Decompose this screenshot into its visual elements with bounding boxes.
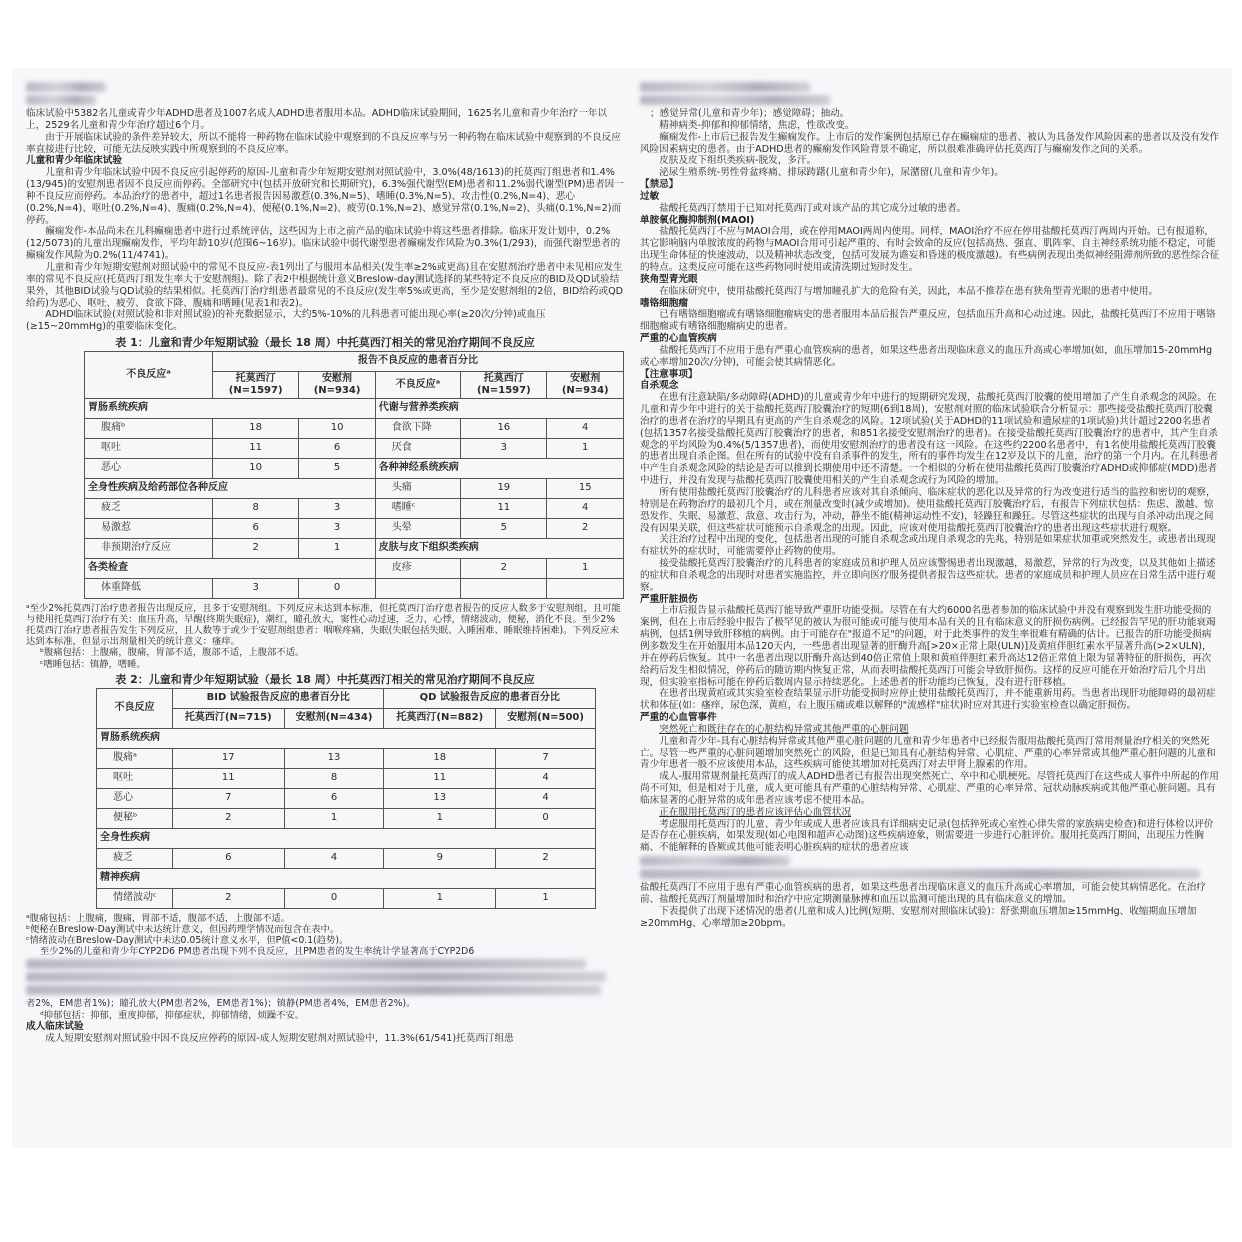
- table-cell-label: 腹痛ᵃ: [97, 748, 173, 768]
- table-cell-value: 2: [496, 848, 596, 868]
- intro-paragraph: 临床试验中5382名儿童或青少年ADHD患者及1007名成人ADHD患者服用本品。ADHD临床试验期间，1625名儿童和青少年治疗一年以上，2529名儿童和青少年治疗超过6个月。: [26, 108, 608, 131]
- table-cell-label: 呕吐: [97, 768, 173, 788]
- adverse-reactions-table-2: [96, 688, 596, 909]
- table-category: 全身性疾病: [97, 828, 596, 848]
- body-paragraph: ADHD临床试验(对照试验和非对照试验)的补充数据显示，大约5%-10%的儿科患者可能出现心率(≥20次/分钟)或血压(≥15~20mmHg)的重要临床变化。: [26, 309, 546, 333]
- body-paragraph: 在临床研究中，使用盐酸托莫西汀与增加瞳孔扩大的危险有关，因此，本品不推荐在患有狭角型青光眼的患者中使用。: [659, 285, 1159, 297]
- table-footnote: ᶜ情绪波动在Breslow-Day测试中未达0.05统计意义水平，但P值<0.1(趋势)。: [26, 935, 349, 947]
- table-cell-value: 1: [496, 888, 596, 908]
- section-heading: 狭角型青光眼: [640, 273, 698, 285]
- body-paragraph: 盐酸托莫西汀不应用于患有严重心血管疾病的患者，如果这些患者出现临床意义的血压升高或心率增加，可能会使其病情恶化。在治疗前、盐酸托莫西汀剂量增加时和治疗中应定期测量脉搏和血压以监测可能出现的具有临床意义的增加。: [640, 882, 1207, 905]
- table-cell-label: 腹痛ᵇ: [85, 418, 213, 438]
- table-category: 胃肠系统疾病: [85, 398, 376, 418]
- table-header: 托莫西汀 (N=1597): [212, 371, 298, 398]
- table-header: 报告不良反应的患者百分比: [212, 351, 623, 371]
- table-cell-value: 1: [384, 808, 496, 828]
- table-cell-value: 2: [172, 808, 284, 828]
- table-cell-value: 17: [172, 748, 284, 768]
- table-cell-value: 1: [299, 538, 375, 558]
- table-header: 不良反应ᵃ: [85, 351, 213, 398]
- table-cell-label: [375, 578, 460, 598]
- table-cell-value: 6: [284, 788, 384, 808]
- table-cell-value: 2: [172, 888, 284, 908]
- left-column: [26, 80, 624, 1045]
- table-row: [97, 868, 596, 888]
- section-heading: 儿童和青少年临床试验: [26, 155, 122, 167]
- section-heading: 严重肝脏损伤: [640, 593, 698, 605]
- table-cell-value: 16: [461, 418, 547, 438]
- table-cell-value: 3: [299, 498, 375, 518]
- table-row: [85, 578, 624, 598]
- body-line: 皮肤及皮下组织类疾病-脱发，多汗。: [659, 155, 817, 167]
- table-cell-value: 1: [547, 438, 624, 458]
- table-cell-value: 3: [299, 518, 375, 538]
- table-cell-value: 8: [284, 768, 384, 788]
- table-cell-value: 11: [212, 438, 298, 458]
- table-row: [85, 558, 624, 578]
- table-cell-value: 6: [299, 438, 375, 458]
- table-cell-value: 4: [496, 768, 596, 788]
- blurred-text: [26, 959, 586, 969]
- table-cell-value: 11: [172, 768, 284, 788]
- body-paragraph: 关注治疗过程中出现的变化，包括患者出现的可能自杀观念或出现自杀观念的先兆，特别是如果症状加重或突然发生，或患者出现现有症状外的症状时，可能需要停止药物的使用。: [640, 534, 1216, 558]
- table-row: [97, 728, 596, 748]
- table-cell-value: 9: [384, 848, 496, 868]
- leaflet-page: [12, 68, 1232, 1148]
- table-cell-label: 易激惹: [85, 518, 213, 538]
- table-category: 全身性疾病及给药部位各种反应: [85, 478, 376, 498]
- table-cell-value: 6: [172, 848, 284, 868]
- table-row: [85, 398, 624, 418]
- section-heading: 单胺氧化酶抑制剂(MAOI): [640, 214, 755, 226]
- table-cell-value: 3: [212, 578, 298, 598]
- table-category: 各类检查: [85, 558, 376, 578]
- table-cell-label: 恶心: [85, 458, 213, 478]
- table-cell-value: 0: [496, 808, 596, 828]
- body-paragraph: 考虑服用托莫西汀的儿童、青少年或成人患者应该具有详细病史记录(包括猝死或心室性心律失常的家族病史检查)和进行体检以评价是否存在心脏疾病，如果发现(如心电图和超声心动图)这些疾病迹象，则需要进一步进行心脏评价。服用托莫西汀期间，出现压力性胸痛、不能解释的昏厥或其他可能表明心脏疾病的症状的患者应该: [640, 818, 1214, 854]
- table-row: [97, 788, 596, 808]
- table-category: 精神疾病: [97, 868, 596, 888]
- table-cell-value: 11: [461, 498, 547, 518]
- table-row: [97, 768, 596, 788]
- table-cell-value: 10: [299, 418, 375, 438]
- table-cell-value: 1: [284, 808, 384, 828]
- table-cell-value: 19: [461, 478, 547, 498]
- body-paragraph: 在患有注意缺陷/多动障碍(ADHD)的儿童或青少年中进行的短期研究发现，盐酸托莫西汀胶囊的使用增加了产生自杀观念的风险。在儿童和青少年中进行的关于盐酸托莫西汀胶囊治疗的短期(6到18周)，安慰剂对照的临床试验联合分析显示：那些接受盐酸托莫西汀胶囊治疗的患者在治疗的早期具有更高的产生自杀观念的风险。12项试验(关于ADHD的11项试验和遗尿症的1项试验)共计超过2200名患者(包括1357名接受盐酸托莫西汀胶囊治疗的患者，和851名接受安慰剂治疗的患者)。在接受盐酸托莫西汀胶囊治疗的患者中，其产生自杀观念的平均风险为0.4%(5/1357患者)，而使用安慰剂治疗的患者没有这一风险。在这些约2200名患者中，有1名使用盐酸托莫西汀胶囊的患者出现自杀企图。但在所有的试验中没有自杀事件的发生，所有的事件均发生在12岁及以下的儿童，治疗的第一个月内。在儿科患者中产生自杀观念风险的结论是否可以推到长期使用中还不清楚。一个相似的分析在使用盐酸托莫西汀胶囊治疗ADHD或抑郁症(MDD)患者中进行，并没有发现与盐酸托莫西汀胶囊使用相关的产生自杀观念或行为风险的增加。: [640, 392, 1219, 487]
- table-cell-label: 皮疹: [375, 558, 460, 578]
- body-paragraph: 盐酸托莫西汀禁用于已知对托莫西汀或对该产品的其它成分过敏的患者。: [659, 202, 967, 214]
- body-paragraph: 儿童和青少年临床试验中因不良反应引起停药的原因-儿童和青少年短期安慰剂对照试验中，3.0%(48/1613)的托莫西汀组患者和1.4%(13/945)的安慰剂患者因不良反应而停药。全部研究中(包括开放研究和长期研究)，6.3%强代谢型(EM)患者和11.2%弱代谢型(PM)患者因一种不良反应而停药。本品治疗的患者中，超过1名患者报告因易激惹(0.3%,N=5)、嗜睡(0.3%,N=5)、攻击性(0.2%,N=4)、恶心(0.2%,N=4)、呕吐(0.2%,N=4)、腹痛(0.2%,N=4)、便秘(0.1%,N=2)、疲劳(0.1%,N=2)、感觉异常(0.1%,N=2)、头痛(0.1%,N=2)而停药。: [26, 167, 624, 226]
- table-footnote: ᶜ嗜睡包括：镇静，嗜睡。: [40, 658, 146, 670]
- table-cell-value: 11: [384, 768, 496, 788]
- table-header: 安慰剂(N=500): [496, 708, 596, 728]
- table-header: 托莫西汀(N=882): [384, 708, 496, 728]
- subsection-heading: 正在服用托莫西汀的患者应该评估心血管状况: [659, 806, 852, 818]
- table-body: [85, 398, 624, 598]
- table-cell-label: 疲乏: [97, 848, 173, 868]
- table-row: [97, 828, 596, 848]
- table-category: 胃肠系统疾病: [97, 728, 596, 748]
- table-cell-value: 8: [212, 498, 298, 518]
- table-row: [97, 888, 596, 908]
- table-footnote: ᵃ腹痛包括：上腹痛，腹痛，胃部不适，腹部不适，上腹部不适。: [26, 912, 290, 924]
- table-footnote: 者2%，EM患者1%)；瞳孔放大(PM患者2%，EM患者1%)；镇静(PM患者4%，EM患者2%)。: [26, 998, 416, 1010]
- table-header: 安慰剂(N=434): [284, 708, 384, 728]
- table-cell-label: 厌食: [375, 438, 460, 458]
- table-row: [97, 748, 596, 768]
- table-row: [85, 538, 624, 558]
- table-footnote: 至少2%的儿童和青少年CYP2D6 PM患者出现下列不良反应，且PM患者的发生率统计学显著高于CYP2D6: [40, 946, 475, 958]
- table-cell-label: 非预期治疗反应: [85, 538, 213, 558]
- body-line: 泌尿生殖系统-男性骨盆疼痛、排尿踌躇(儿童和青少年)，尿潴留(儿童和青少年)。: [659, 167, 1004, 179]
- body-paragraph: 下表提供了出现下述情况的患者(儿童和成人)比例(短期、安慰剂对照临床试验)：舒张期血压增加≥15mmHg、收缩期血压增加≥20mmHg、心率增加≥20bpm。: [640, 905, 1197, 929]
- adverse-reactions-table-1: [84, 351, 624, 599]
- blurred-text: [26, 82, 106, 92]
- table-header: 安慰剂 (N=934): [547, 371, 624, 398]
- body-paragraph: 在患者出现黄疸或其实验室检查结果显示肝功能受损时应停止使用盐酸托莫西汀，并不能重新用药。当患者出现肝功能障碍的最初症状和体征(如：瘙痒，尿色深，黄疸，右上腹压痛或难以解释的"流感样"症状)时应对其进行实验室检查以确定肝损伤。: [640, 688, 1216, 712]
- table-cell-value: [547, 578, 624, 598]
- body-paragraph: 已有嗜铬细胞瘤或有嗜铬细胞瘤病史的患者服用本品后报告严重反应，包括血压升高和心动过速。因此，盐酸托莫西汀不应用于嗜铬细胞瘤或有嗜铬细胞瘤病史的患者。: [640, 309, 1216, 333]
- table-cell-value: 13: [284, 748, 384, 768]
- table-header: 托莫西汀 (N=1597): [461, 371, 547, 398]
- table-cell-value: 4: [496, 788, 596, 808]
- table-body: [97, 728, 596, 908]
- table-category: 皮肤与皮下组织类疾病: [375, 538, 623, 558]
- table-cell-value: 18: [212, 418, 298, 438]
- table-cell-label: 嗜睡ᶜ: [375, 498, 460, 518]
- table-cell-label: 头痛: [375, 478, 460, 498]
- blurred-text: [26, 972, 606, 982]
- table-row: [85, 418, 624, 438]
- table-cell-value: 18: [384, 748, 496, 768]
- table-row: [85, 438, 624, 458]
- table-cell-label: 恶心: [97, 788, 173, 808]
- blurred-text: [26, 985, 601, 995]
- table-cell-label: 便秘ᵇ: [97, 808, 173, 828]
- right-column: [640, 80, 1220, 930]
- table-row: [97, 808, 596, 828]
- table-cell-value: 1: [384, 888, 496, 908]
- table-cell-value: 4: [284, 848, 384, 868]
- table-title: 表 2：儿童和青少年短期试验（最长 18 周）中托莫西汀相关的常见治疗期间不良反应: [115, 672, 535, 686]
- table-cell-label: 疲乏: [85, 498, 213, 518]
- table-row: [85, 518, 624, 538]
- table-header: 不良反应ᵃ: [375, 371, 460, 398]
- table-cell-value: 1: [547, 558, 624, 578]
- table-footnote: ᵈ抑郁包括：抑郁，重度抑郁，抑郁症状，抑郁情绪，烦躁不安。: [40, 1009, 305, 1021]
- body-paragraph: 儿童和青少年短期安慰剂对照试验中的常见不良反应-表1列出了与服用本品相关(发生率≥2%或更高)且在安慰剂治疗患者中未见相应发生率的常见不良反应(托莫西汀组发生率大于安慰剂组)。除了表2中根据统计意义Breslow-day测试选择的某些特定不良反应的BID及QD试验结果外，其他BID试验与QD试验的结果相似。托莫西汀治疗组患者最常见的不良反应(发生率5%或更高，至少是安慰剂组的2倍，BID给药或QD给药)为恶心、呕吐、疲劳、食欲下降、腹痛和嗜睡(见表1和表2)。: [26, 261, 624, 309]
- table-row: [85, 478, 624, 498]
- section-bracket-heading: 【注意事项】: [640, 368, 698, 380]
- table-cell-label: 情绪波动ᶜ: [97, 888, 173, 908]
- table-cell-label: 体重降低: [85, 578, 213, 598]
- table-row: [85, 498, 624, 518]
- table-cell-value: 0: [284, 888, 384, 908]
- blurred-text: [640, 856, 790, 866]
- table-footnote: ᵃ至少2%托莫西汀治疗患者报告出现反应，且多于安慰剂组。下列反应未达到本标准，但托莫西汀治疗患者报告的反应人数多于安慰剂组，且可能与使用托莫西汀治疗有关：血压升高，早醒(终期失眠症)，潮红，瞳孔放大，窦性心动过速，乏力，心悸，情绪波动，便秘，消化不良。至少2%托莫西汀治疗患者报告发生下列反应，且人数等于或少于安慰剂组患者：咽喉疼痛，失眠(失眠包括失眠、入睡困难、睡眠维持困难)。下列反应未达到本标准，但显示出剂量相关的统计意义：瘙痒。: [26, 602, 621, 648]
- table-cell-value: 5: [461, 518, 547, 538]
- table-row: [85, 458, 624, 478]
- table-header: QD 试验报告反应的患者百分比: [384, 688, 596, 708]
- table-cell-value: 5: [299, 458, 375, 478]
- table-cell-value: 13: [384, 788, 496, 808]
- blurred-text: [640, 95, 830, 105]
- table-header: 安慰剂 (N=934): [299, 371, 375, 398]
- body-paragraph: 成人-服用常规剂量托莫西汀的成人ADHD患者已有报告出现突然死亡、卒中和心肌梗死。尽管托莫西汀在这些成人事件中所起的作用尚不可知，但是相对于儿童，成人更可能具有严重的心脏结构异常、心肌症、严重的心率异常、冠状动脉疾病或其他严重心脏问题。具有临床显著的心脏异常的成年患者应该考虑不使用本品。: [640, 771, 1219, 806]
- table-cell-label: 食欲下降: [375, 418, 460, 438]
- body-line: 精神病类-抑郁和抑郁情绪，焦虑，性欲改变。: [659, 119, 855, 131]
- body-paragraph: 盐酸托莫西汀不应用于患有严重心血管疾病的患者，如果这些患者出现临床意义的血压升高或心率增加(如，血压增加15-20mmHg或心率增加20次/分钟)，可能会使其病情恶化。: [640, 344, 1213, 368]
- table-cell-value: [461, 578, 547, 598]
- section-heading: 严重的心血管疾病: [640, 333, 717, 345]
- body-paragraph: 所有使用盐酸托莫西汀胶囊治疗的儿科患者应该对其自杀倾向、临床症状的恶化以及异常的行为改变进行适当的监控和密切的观察，特别是在药物治疗的最初几个月，或在剂量改变时(减少或增加)。使用盐酸托莫西汀胶囊治疗后，有报告下列症状包括：焦虑、激越、惊恐发作、失眠、易激惹、敌意、攻击行为，冲动，静坐不能(精神运动性不安)，轻躁狂和躁狂。尽管这些症状的出现与自杀冲动出现之间没有因果关联，但这些症状可能预示自杀观念的出现。因此，应该对使用盐酸托莫西汀胶囊治疗的患者出现这些症状进行观察。: [640, 487, 1216, 534]
- table-cell-value: 10: [212, 458, 298, 478]
- intro-paragraph: 由于开展临床试验的条件差异较大，所以不能将一种药物在临床试验中观察到的不良反应率与另一种药物在临床试验中观察到的不良反应率直接进行比较，可能无法反映实践中所观察到的不良反应率。: [26, 131, 621, 155]
- table-cell-value: 2: [547, 518, 624, 538]
- table-footnote: ᵇ便秘在Breslow-Day测试中未达统计意义，但因药理学情况而包含在表中。: [26, 923, 340, 935]
- table-title: 表 1：儿童和青少年短期试验（最长 18 周）中托莫西汀相关的常见治疗期间不良反应: [115, 336, 535, 350]
- body-paragraph: 盐酸托莫西汀不应与MAOI合用，或在停用MAOI两周内使用。同样，MAOI治疗不应在停用盐酸托莫西汀两周内开始。已有报道称，其它影响脑内单胺浓度的药物与MAOI合用可引起严重的、有时会致命的反应(包括高热、强直、肌阵挛、自主神经系统功能不稳定，可能出现生命体征的快速波动，以及精神状态改变，包括可发展为谵妄和昏迷的极度激越)。有些病例表现出类似神经阻滞剂所致的恶性综合征的特点。这类反应可能在这些药物同时使用或清洗期过短时发生。: [640, 226, 1220, 273]
- section-heading: 嗜铬细胞瘤: [640, 297, 688, 309]
- blurred-text: [26, 95, 96, 105]
- table-cell-value: 2: [461, 558, 547, 578]
- blurred-text: [640, 82, 810, 92]
- body-paragraph: 儿童和青少年-具有心脏结构异常或其他严重心脏问题的儿童和青少年患者中已经报告服用盐酸托莫西汀常用剂量治疗相关的突然死亡。尽管一些严重的心脏问题增加突然死亡的风险，但是已知具有心脏结构异常、心肌症、严重的心率异常或其他严重心脏问题的儿童和青少年患者一般不应该使用本品，这些疾病可能使其增加对托莫西汀对去甲肾上腺素的作用。: [640, 735, 1216, 771]
- table-cell-value: 4: [547, 498, 624, 518]
- body-paragraph: 癫痫发作-本品尚未在儿科癫痫患者中进行过系统评估，这些因为上市之前产品的临床试验中将这些患者排除。临床开发计划中，0.2%(12/5073)的儿童出现癫痫发作，平均年龄10岁(范围6~16岁)。临床试验中弱代谢型患者癫痫发作风险为0.3%(1/293)，而强代谢型患者的癫痫发作风险为0.2%(11/4741)。: [26, 226, 621, 262]
- blurred-text: [640, 869, 1200, 879]
- body-line: ；感觉异常(儿童和青少年)；感觉障碍；抽动。: [650, 108, 850, 119]
- table-cell-label: 呕吐: [85, 438, 213, 458]
- section-heading: 成人临床试验: [26, 1020, 84, 1032]
- table-row: [97, 848, 596, 868]
- table-category: 代谢与营养类疾病: [375, 398, 623, 418]
- table-cell-value: 15: [547, 478, 624, 498]
- section-heading: 自杀观念: [640, 380, 679, 392]
- table-header: 托莫西汀(N=715): [172, 708, 284, 728]
- table-cell-value: 6: [212, 518, 298, 538]
- table-footnote: ᵇ腹痛包括：上腹痛，腹痛，胃部不适，腹部不适，上腹部不适。: [40, 647, 305, 659]
- body-paragraph: 接受盐酸托莫西汀胶囊治疗的儿科患者的家庭成员和护理人员应该警惕患者出现激越，易激惹，异常的行为改变，以及其他如上描述的症状和自杀观念的出现时对患者实施监控，并立即向医疗服务提供者报告这些症状。患者的家庭成员和护理人员应在日常生活中进行观察。: [640, 558, 1216, 593]
- table-header: 不良反应: [97, 688, 173, 728]
- section-heading: 过敏: [640, 190, 660, 202]
- subsection-heading: 突然死亡和既往存在的心脏结构异常或其他严重的心脏问题: [659, 723, 909, 735]
- table-cell-value: 0: [299, 578, 375, 598]
- section-bracket-heading: 【禁忌】: [640, 179, 679, 191]
- table-cell-value: 7: [496, 748, 596, 768]
- table-cell-value: 4: [547, 418, 624, 438]
- table-cell-value: 2: [212, 538, 298, 558]
- table-category: 各种神经系统疾病: [375, 458, 623, 478]
- body-paragraph: 上市后报告显示盐酸托莫西汀能导致严重肝功能受损。尽管在有大约6000名患者参加的临床试验中并没有观察到发生肝功能受损的案例，但在上市后经验中报告了极罕见的被认为很可能或可能与使用本品有关的且有临床意义的肝损伤病例。已经报告罕见的肝功能衰竭病例，包括1例导致肝移植的病例。由于可能存在"报道不足"的问题，对于此类事件的发生率很难有精确的估计。已报告的肝功能受损病例多数发生在开始服用本品120天内，一些患者出现显著的肝酶升高[>20×正常上限(ULN)]及黄疸伴胆红素水平显著升高(>2×ULN)，并在停药后恢复。其中一名患者出现以肝酶升高达到40倍正常值上限和黄疸伴胆红素升高达12倍正常值上限为显著特征的肝损伤，再次给药后发生相似情况，停药后的随访期内恢复正常，从而表明盐酸托莫西汀可能会导致肝损伤。这样的反应可能在开始治疗后几个月出现，但实验室指标可能在停药后数周内显示持续恶化。上述患者的肝功能均已恢复，没有进行肝移植。: [640, 605, 1216, 688]
- table-cell-value: 7: [172, 788, 284, 808]
- body-paragraph: 癫痫发作-上市后已报告发生癫痫发作。上市后的发作案例包括原已存在癫痫症的患者、被认为具备发作风险因素的患者以及没有发作风险因素病史的患者。由于ADHD患者的癫痫发作风险背景不确定，所以很难准确评估托莫西汀与癫痫发作之间的关系。: [640, 131, 1220, 155]
- table-cell-value: 3: [461, 438, 547, 458]
- table-cell-label: 头晕: [375, 518, 460, 538]
- section-heading: 严重的心血管事件: [640, 712, 717, 724]
- table-header: BID 试验报告反应的患者百分比: [172, 688, 384, 708]
- body-paragraph: 成人短期安慰剂对照试验中因不良反应停药的原因-成人短期安慰剂对照试验中，11.3%(61/541)托莫西汀组患: [45, 1032, 514, 1044]
